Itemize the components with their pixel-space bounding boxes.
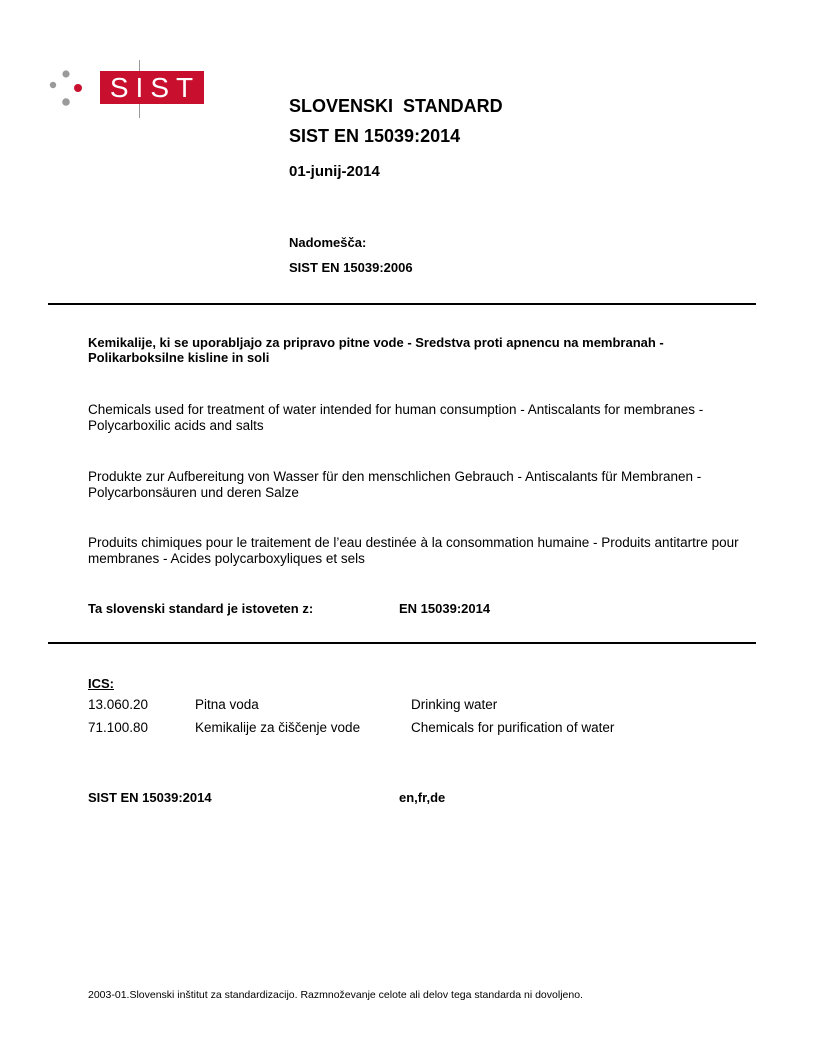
replaces-value: SIST EN 15039:2006 (289, 260, 413, 275)
identity-label: Ta slovenski standard je istoveten z: (88, 601, 314, 616)
divider-top (48, 303, 756, 305)
ics-label: ICS: (88, 676, 114, 691)
standard-code: SIST EN 15039:2014 (289, 126, 461, 146)
footer-languages: en,fr,de (399, 790, 446, 805)
ics-code: 13.060.20 (88, 697, 149, 712)
title-slovenian: Kemikalije, ki se uporabljajo za pripravo pitne vode - Sredstva proti apnencu na membranah - Polikarboksilne kisline in soli (88, 335, 664, 365)
ics-code: 71.100.80 (88, 720, 149, 735)
ics-description-en: Chemicals for purification of water (411, 720, 615, 735)
sist-logo-dots-icon (48, 69, 88, 109)
ics-description-sl: Pitna voda (195, 697, 259, 712)
sist-logo: SIST (100, 71, 204, 104)
ics-description-sl: Kemikalije za čiščenje vode (195, 720, 361, 735)
publication-date: 01-junij-2014 (289, 163, 380, 180)
title-english: Chemicals used for treatment of water intended for human consumption - Antiscalants for membranes - Polycarboxilic acids and salts (88, 402, 704, 433)
divider-bottom (48, 642, 756, 644)
title-german: Produkte zur Aufbereitung von Wasser für den menschlichen Gebrauch - Antiscalants für Membranen - Polycarbonsäuren und deren Salze (88, 469, 702, 500)
ics-description-en: Drinking water (411, 697, 498, 712)
replaces-label: Nadomešča: (289, 235, 367, 250)
identity-value: EN 15039:2014 (399, 601, 491, 616)
footer-standard-code: SIST EN 15039:2014 (88, 790, 212, 805)
title-french: Produits chimiques pour le traitement de l’eau destinée à la consommation humaine - Produits antitartre pour membranes - Acides polycarboxyliques et sels (88, 535, 739, 566)
copyright-notice: 2003-01.Slovenski inštitut za standardizacijo. Razmnoževanje celote ali delov tega standarda ni dovoljeno. (88, 989, 583, 1001)
standard-type: SLOVENSKI STANDARD (289, 96, 503, 116)
